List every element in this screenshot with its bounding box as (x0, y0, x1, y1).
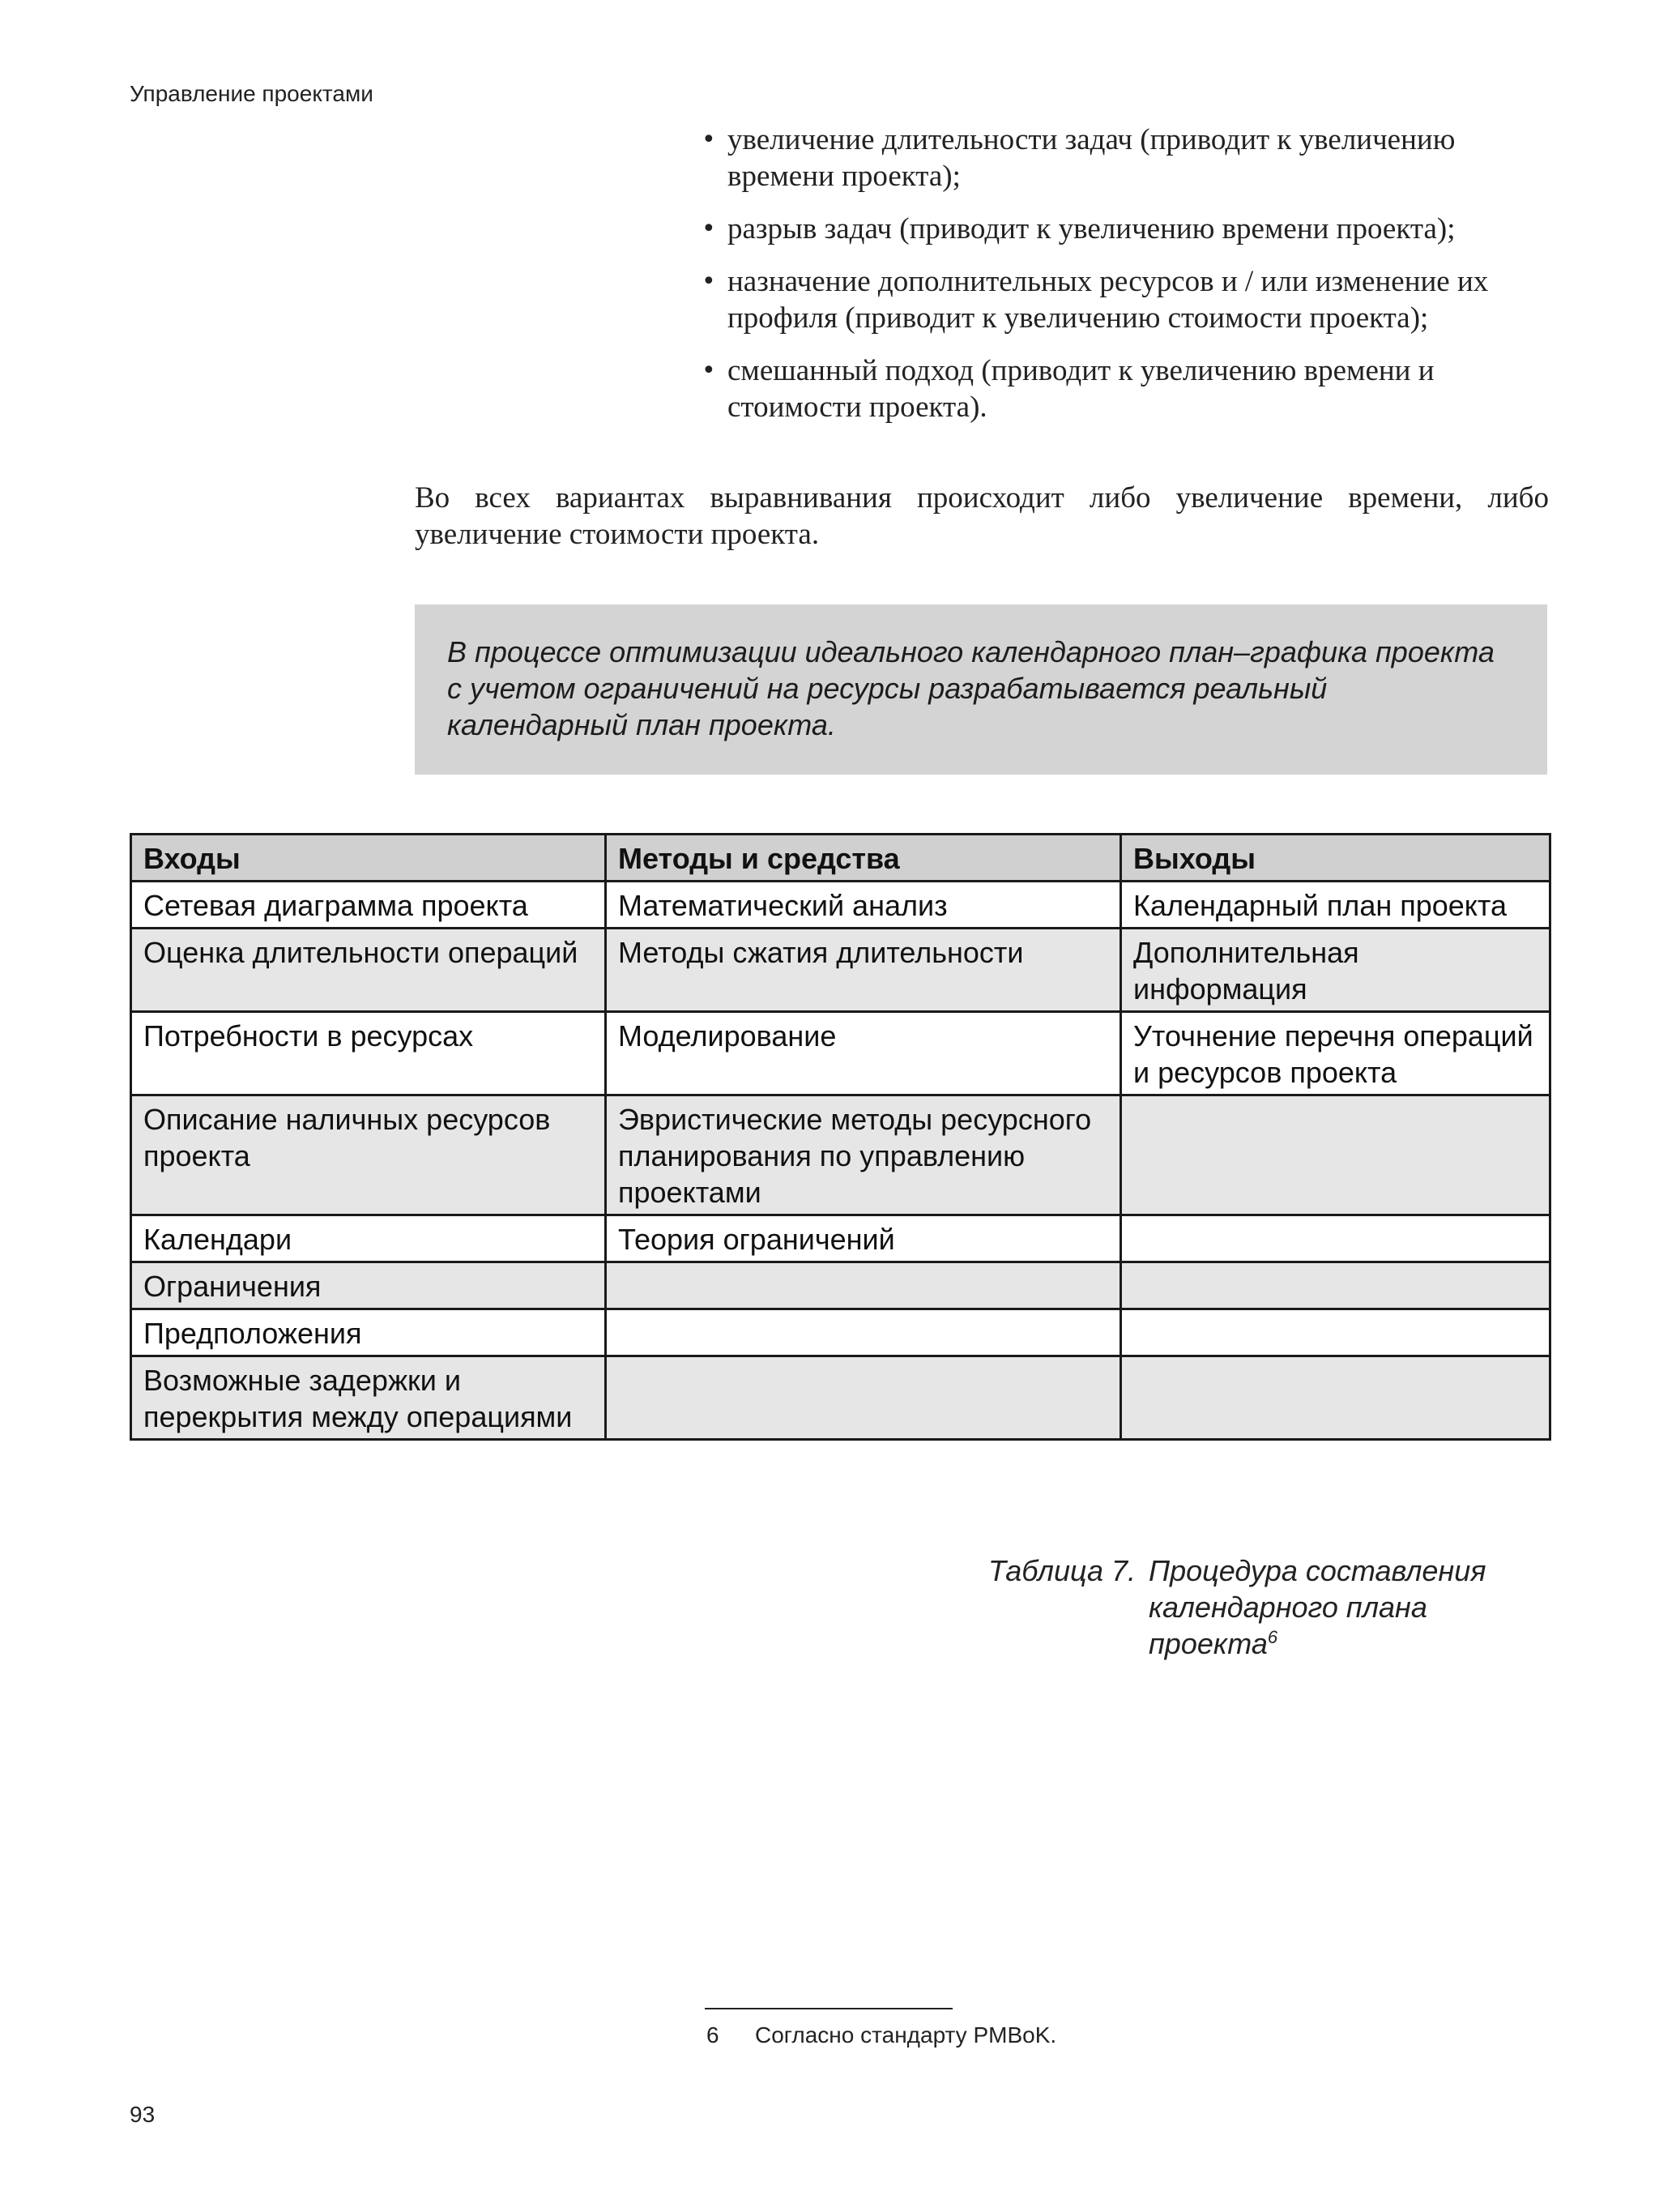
table-cell: Теория ограничений (606, 1215, 1121, 1262)
table-cell: Оценка длительности операций (131, 929, 606, 1012)
footnote-number: 6 (706, 2022, 719, 2048)
table-cell: Ограничения (131, 1262, 606, 1309)
footnote-text: Согласно стандарту PMBoK. (755, 2022, 1057, 2048)
table-cell: Описание наличных ресурсов проекта (131, 1095, 606, 1215)
table-cell: Уточнение перечня операций и ресурсов проекта (1121, 1012, 1550, 1095)
table-cell: Возможные задержки и перекрытия между операциями (131, 1356, 606, 1440)
table-cell: Эвристические методы ресурсного планирования по управлению проектами (606, 1095, 1121, 1215)
table-cell (606, 1356, 1121, 1440)
table-cell (1121, 1095, 1550, 1215)
table-row (131, 1215, 1550, 1262)
running-head: Управление проектами (130, 81, 373, 106)
table-header-row (131, 835, 1550, 882)
bullet-item: • назначение дополнительных ресурсов и / или изменение их профиля (приводит к увеличению стоимости проекта); (702, 265, 1489, 335)
caption-text: Процедура составления календарного плана проекта$^6$ (1149, 1554, 1486, 1660)
header-outputs: Выходы (1121, 835, 1550, 882)
table-row (131, 1309, 1550, 1356)
page-number: 93 (130, 2102, 156, 2127)
procedure-table (130, 833, 1551, 1441)
table-cell: Математический анализ (606, 882, 1121, 929)
bullet-list (702, 122, 1544, 442)
table-cell: Моделирование (606, 1012, 1121, 1095)
table-cell (1121, 1262, 1550, 1309)
table-cell: Потребности в ресурсах (131, 1012, 606, 1095)
table-row (131, 1012, 1550, 1095)
caption-label: Таблица 7. (988, 1554, 1137, 1587)
table-cell: Календарный план проекта (1121, 882, 1550, 929)
table-cell: Дополнительная информация (1121, 929, 1550, 1012)
body-paragraph: Во всех вариантах выравнивания происходит либо увеличение времени, либо увеличение стоимости проекта. (415, 481, 1549, 551)
table-row (131, 929, 1550, 1012)
table-cell: Календари (131, 1215, 606, 1262)
bullet-item: • разрыв задач (приводит к увеличению времени проекта); (702, 212, 1456, 246)
table-cell (606, 1309, 1121, 1356)
table-row (131, 1095, 1550, 1215)
footnote-reference[interactable]: 6 (1267, 1627, 1278, 1647)
table-cell: Методы сжатия длительности (606, 929, 1121, 1012)
table-cell: Предположения (131, 1309, 606, 1356)
table-cell (1121, 1356, 1550, 1440)
callout-box: В процессе оптимизации идеального календарного план–графика проекта с учетом ограничений на ресурсы разрабатывается реальный календарный план проекта. (415, 604, 1547, 775)
bullet-item: • увеличение длительности задач (приводит к увеличению времени проекта); (702, 123, 1456, 193)
table-cell: Сетевая диаграмма проекта (131, 882, 606, 929)
bullet-icon: • (702, 267, 716, 296)
table-row (131, 1262, 1550, 1309)
table-cell (606, 1262, 1121, 1309)
bullet-icon: • (702, 357, 716, 385)
table-row (131, 882, 1550, 929)
footnote (706, 2022, 1056, 2048)
table-cell (1121, 1309, 1550, 1356)
footnote-separator (705, 2008, 953, 2009)
bullet-item: • смешанный подход (приводит к увеличению времени и стоимости проекта). (702, 354, 1435, 424)
table-cell (1121, 1215, 1550, 1262)
bullet-icon: • (702, 126, 716, 154)
table-row (131, 1356, 1550, 1440)
header-methods: Методы и средства (606, 835, 1121, 882)
bullet-icon: • (702, 215, 716, 243)
header-inputs: Входы (131, 835, 606, 882)
